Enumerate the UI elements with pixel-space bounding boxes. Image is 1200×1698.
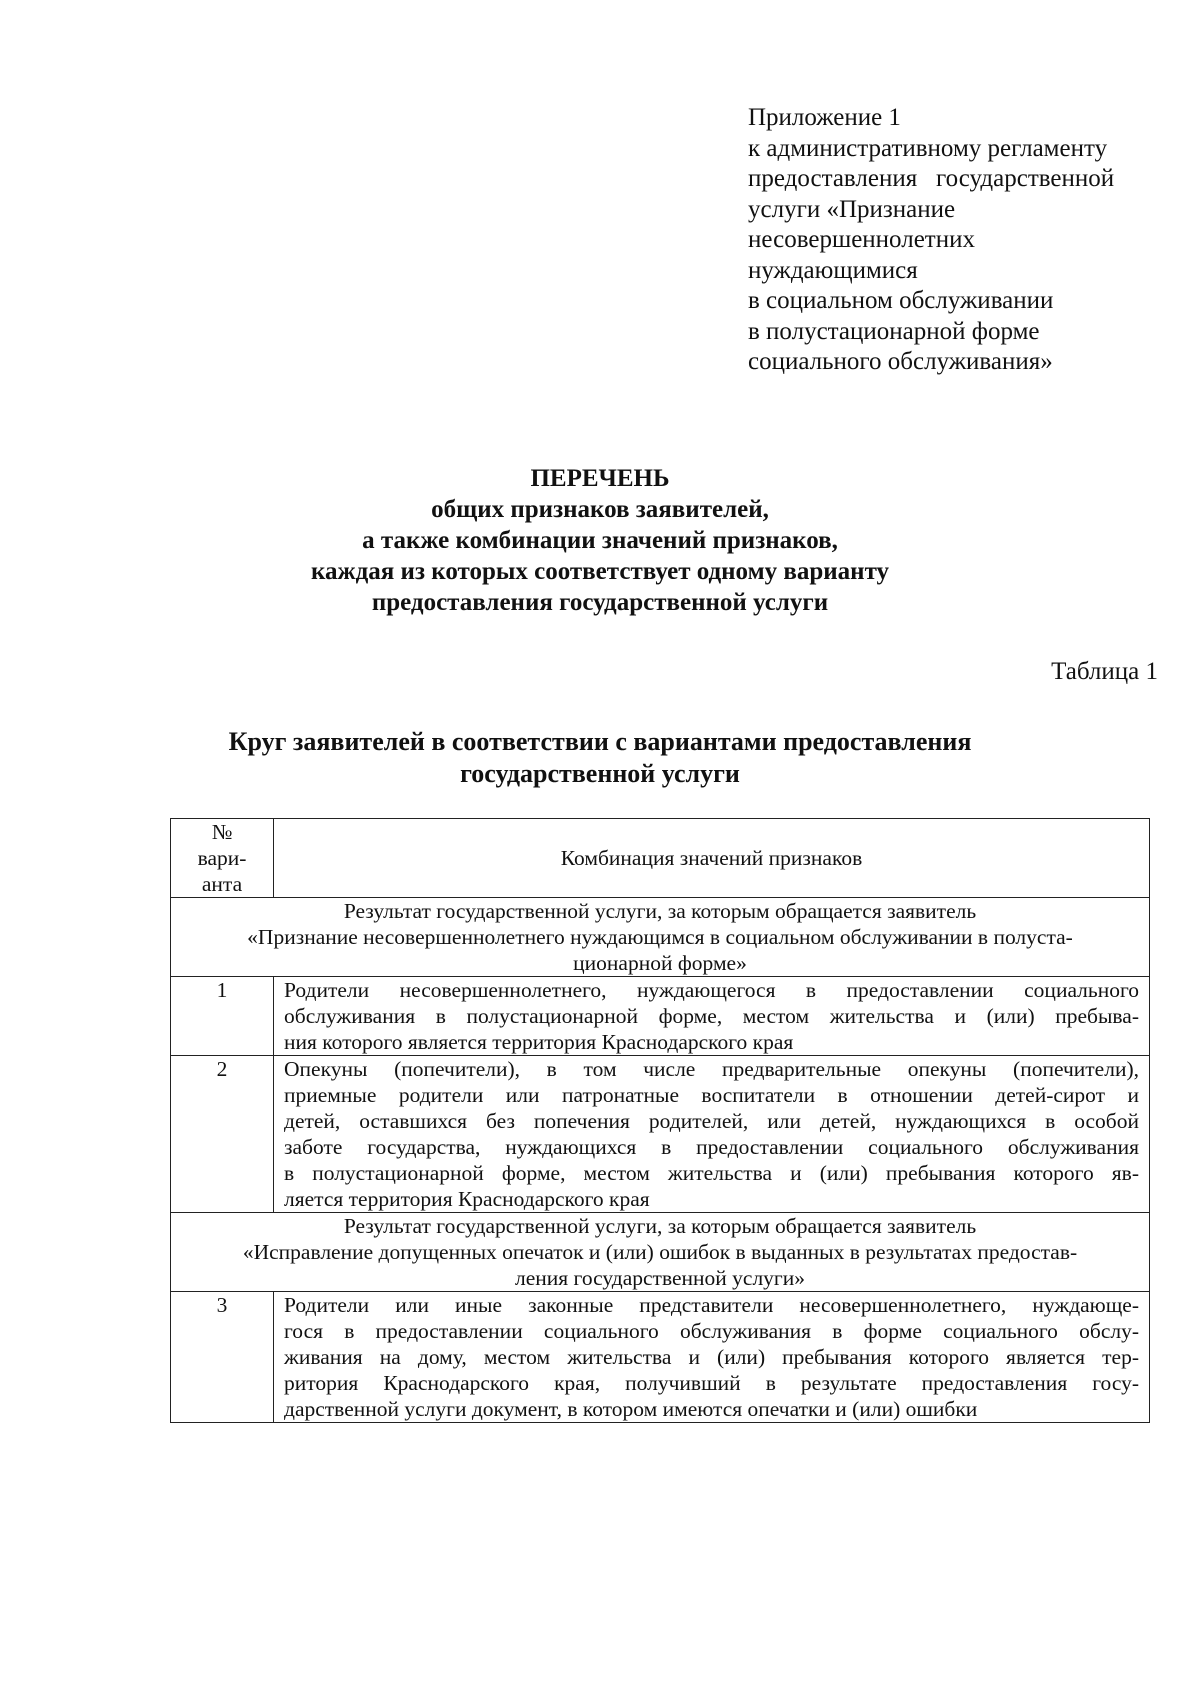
table-group-row [171, 898, 1150, 977]
appendix-line: к административному регламенту [748, 134, 1108, 162]
description-line: ритория Краснодарского края, получивший в результате предоставления госу- [284, 1371, 1139, 1395]
variants-table [170, 818, 1150, 1423]
variant-description [274, 1056, 1150, 1213]
table-row [171, 977, 1150, 1056]
description-line: гося в предоставлении социального обслуживания в форме социального обслу- [284, 1319, 1139, 1343]
table-group-row [171, 1213, 1150, 1292]
appendix-line: услуги «Признание [748, 195, 956, 223]
group-line: «Исправление допущенных опечаток и (или) ошибок в выданных в результатах предостав- [242, 1240, 1078, 1264]
group-line: «Признание несовершеннолетнего нуждающимся в социальном обслуживании в полуста- [247, 925, 1073, 949]
document-subtitle-line: а также комбинации значений признаков, [362, 527, 838, 554]
description-line: обслуживания в полустационарной форме, местом жительства и (или) пребыва- [284, 1004, 1139, 1028]
description-line: ния которого является территория Краснодарского края [284, 1030, 794, 1054]
description-line: живания на дому, местом жительства и (или) пребывания которого является тер- [284, 1345, 1139, 1369]
variant-number: 3 [171, 1292, 274, 1423]
table-number: Таблица 1 [1051, 658, 1158, 685]
description-line: детей, оставшихся без попечения родителей, или детей, нуждающихся в особой [284, 1109, 1139, 1133]
description-line: Родители или иные законные представители несовершеннолетнего, нуждающе- [284, 1293, 1139, 1317]
appendix-line: Приложение 1 [748, 104, 901, 131]
variant-description [274, 1292, 1150, 1423]
description-line: в полустационарной форме, местом жительства и (или) пребывания которого яв- [284, 1161, 1139, 1185]
group-result-cell [171, 898, 1150, 977]
description-line: приемные родители или патронатные воспитатели в отношении детей-сирот и [284, 1083, 1139, 1107]
description-line: Опекуны (попечители), в том числе предварительные опекуны (попечители), [284, 1057, 1139, 1081]
appendix-line: социального обслуживания» [748, 348, 1053, 375]
variant-number: 2 [171, 1056, 274, 1213]
group-line: ционарной форме» [573, 951, 747, 975]
document-title-line: ПЕРЕЧЕНЬ [530, 465, 670, 492]
appendix-line: в полустационарной форме [748, 317, 1040, 345]
document-subtitle-line: каждая из которых соответствует одному варианту [310, 558, 890, 585]
appendix-line: несовершеннолетних [748, 226, 975, 253]
document-title [0, 463, 1200, 618]
description-line: Родители несовершеннолетнего, нуждающегося в предоставлении социального [284, 978, 1139, 1002]
table-header-row [171, 819, 1150, 898]
description-line: ляется территория Краснодарского края [284, 1187, 650, 1211]
variant-number: 1 [171, 977, 274, 1056]
appendix-line: нуждающимися [748, 256, 918, 284]
document-subtitle-line: общих признаков заявителей, [431, 496, 769, 523]
table-title [0, 726, 1200, 790]
document-subtitle-line: предоставления государственной услуги [371, 589, 829, 616]
variant-description [274, 977, 1150, 1056]
header-num-line: № [211, 820, 233, 844]
appendix-line: предоставления государственной [748, 165, 1115, 192]
header-num-line: анта [201, 872, 243, 896]
group-line: ления государственной услуги» [515, 1266, 805, 1290]
appendix-line: в социальном обслуживании [748, 287, 1054, 314]
appendix-reference [748, 103, 1168, 378]
group-line: Результат государственной услуги, за которым обращается заявитель [343, 1214, 977, 1238]
table-row [171, 1292, 1150, 1423]
header-num-line: вари- [197, 846, 247, 870]
description-line: дарственной услуги документ, в котором имеются опечатки и (или) ошибки [284, 1397, 978, 1421]
table-title-line: государственной услуги [460, 759, 740, 788]
header-combination: Комбинация значений признаков [274, 819, 1150, 898]
table-title-line: Круг заявителей в соответствии с вариантами предоставления [228, 727, 972, 756]
header-variant-number [171, 819, 274, 898]
table-row [171, 1056, 1150, 1213]
description-line: заботе государства, нуждающихся в предоставлении социального обслуживания [284, 1135, 1139, 1159]
group-result-cell [171, 1213, 1150, 1292]
group-line: Результат государственной услуги, за которым обращается заявитель [343, 899, 977, 923]
